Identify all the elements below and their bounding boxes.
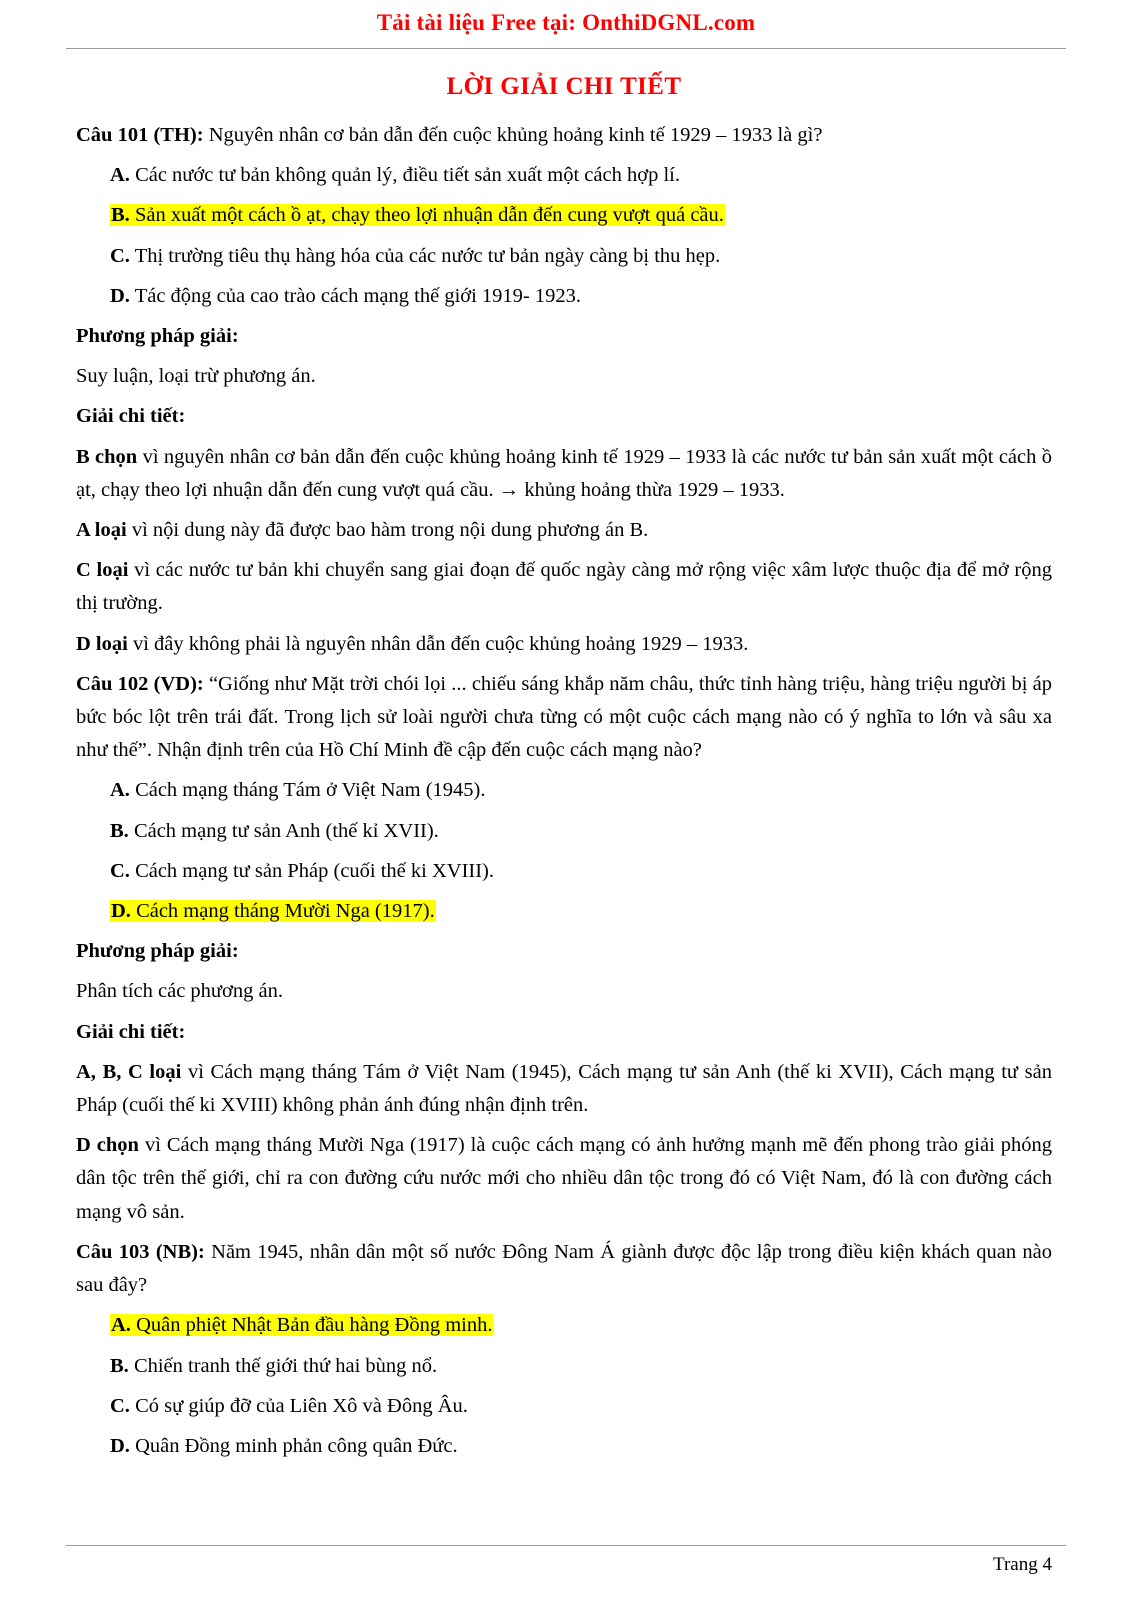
option-a[interactable] [76, 774, 1052, 807]
option-letter: B. [110, 1354, 129, 1377]
option-letter: C. [110, 244, 130, 267]
option-c[interactable] [76, 1390, 1052, 1423]
document-body [0, 73, 1132, 1463]
option-d[interactable] [76, 895, 1052, 928]
question-stem [76, 119, 1052, 152]
option-text: Chiến tranh thế giới thứ hai bùng nổ. [133, 1354, 438, 1377]
solution-text: vì nguyên nhân cơ bản dẫn đến cuộc khủng hoảng kinh tế 1929 – 1933 là các nước tư bản sản xuất một cách ồ ạt, chạy theo lợi nhuận dẫn đến cung vượt quá cầu. → khủng hoảng thừa 1929 – 1933. [76, 445, 1052, 501]
option-letter: B. [110, 819, 129, 842]
promo-banner: Tải tài liệu Free tại: OnthiDGNL.com [376, 10, 756, 35]
option-c[interactable] [76, 855, 1052, 888]
solution-paragraph [76, 1056, 1052, 1122]
option-letter: C. [110, 859, 130, 882]
option-text: Quân Đồng minh phản công quân Đức. [135, 1434, 458, 1457]
option-text: Sản xuất một cách ồ ạt, chạy theo lợi nhuận dẫn đến cung vượt quá cầu. [134, 204, 724, 227]
solution-text: vì nội dung này đã được bao hàm trong nội dung phương án B. [126, 519, 649, 542]
option-a[interactable] [76, 1309, 1052, 1342]
solution-text: vì các nước tư bản khi chuyển sang giai đoạn đế quốc ngày càng mở rộng việc xâm lược thuộc địa để mở rộng thị trường. [76, 559, 1052, 615]
question-text: Năm 1945, nhân dân một số nước Đông Nam Á giành được độc lập trong điều kiện khách quan nào sau đây? [76, 1240, 1053, 1297]
method-heading: Phương pháp giải: [76, 940, 239, 963]
footer-divider [66, 1545, 1066, 1546]
header-divider [66, 48, 1066, 49]
option-a[interactable] [76, 159, 1052, 192]
solution-paragraph [76, 554, 1052, 620]
question-label: Câu 101 (TH): [76, 124, 204, 146]
solution-lead: A, B, C loại [76, 1060, 182, 1083]
question-text: “Giống như Mặt trời chói lọi ... chiếu sáng khắp năm châu, thức tỉnh hàng triệu, hàng triệu người bị áp bức bóc lột trên trái đất. Trong lịch sử loài người chưa từng có một cuộc cách mạng nào có ý nghĩa to lớn và sâu xa như thế”. Nhận định trên của Hồ Chí Minh đề cập đến cuộc cách mạng nào? [76, 672, 1053, 762]
solution-paragraph [76, 1129, 1052, 1229]
solution-paragraph [76, 441, 1052, 507]
option-text: Cách mạng tư sản Pháp (cuối thế ki XVIII). [135, 859, 495, 882]
option-b[interactable] [76, 199, 1052, 232]
option-text: Tác động của cao trào cách mạng thế giới 1919- 1923. [134, 284, 582, 307]
option-letter: A. [111, 1314, 131, 1337]
option-letter: D. [111, 900, 131, 923]
method-body: Suy luận, loại trừ phương án. [76, 365, 316, 388]
solution-heading: Giải chi tiết: [76, 405, 186, 428]
question-label: Câu 102 (VD): [76, 672, 204, 695]
option-c[interactable] [76, 240, 1052, 273]
question-stem [76, 668, 1052, 768]
solution-heading: Giải chi tiết: [76, 1020, 186, 1043]
option-letter: D. [110, 1434, 130, 1457]
question-stem [76, 1236, 1052, 1302]
option-b[interactable] [76, 1350, 1052, 1383]
option-text: Cách mạng tháng Tám ở Việt Nam (1945). [135, 779, 486, 802]
option-d[interactable] [76, 280, 1052, 313]
option-letter: C. [110, 1394, 130, 1417]
solution-lead: A loại [76, 519, 127, 542]
page-title: LỜI GIẢI CHI TIẾT [446, 73, 682, 100]
option-letter: A. [110, 779, 130, 802]
solution-text: vì Cách mạng tháng Tám ở Việt Nam (1945), Cách mạng tư sản Anh (thế ki XVII), Cách mạng tư sản Pháp (cuối thế ki XVIII) không phản ánh đúng nhận định trên. [76, 1060, 1052, 1117]
solution-lead: B chọn [76, 445, 138, 468]
option-text: Thị trường tiêu thụ hàng hóa của các nước tư bản ngày càng bị thu hẹp. [134, 244, 721, 267]
solution-text: vì đây không phải là nguyên nhân dẫn đến cuộc khủng hoảng 1929 – 1933. [127, 632, 749, 655]
option-letter: A. [110, 164, 130, 187]
method-body: Phân tích các phương án. [76, 980, 283, 1003]
solution-lead: D loại [76, 632, 128, 655]
solution-lead: D chọn [76, 1134, 139, 1157]
option-d[interactable] [76, 1430, 1052, 1463]
solution-paragraph [76, 514, 1052, 547]
method-heading: Phương pháp giải: [76, 325, 239, 348]
solution-lead: C loại [76, 559, 129, 582]
option-text: Có sự giúp đỡ của Liên Xô và Đông Âu. [135, 1394, 468, 1417]
option-text: Các nước tư bản không quản lý, điều tiết sản xuất một cách hợp lí. [135, 164, 680, 187]
option-letter: B. [111, 204, 130, 227]
page-footer [0, 1545, 1132, 1576]
option-text: Quân phiệt Nhật Bản đầu hàng Đồng minh. [136, 1314, 493, 1337]
option-letter: D. [110, 284, 130, 307]
question-label: Câu 103 (NB): [76, 1240, 205, 1263]
option-b[interactable] [76, 815, 1052, 848]
question-text: Nguyên nhân cơ bản dẫn đến cuộc khủng hoảng kinh tế 1929 – 1933 là gì? [208, 124, 823, 146]
option-text: Cách mạng tư sản Anh (thế kỉ XVII). [133, 819, 439, 842]
solution-text: vì Cách mạng tháng Mười Nga (1917) là cuộc cách mạng có ảnh hưởng mạnh mẽ đến phong trào giải phóng dân tộc trên thế giới, chỉ ra con đường cứu nước mới cho nhiều dân tộc trong đó có Việt Nam, đó là con đường cách mạng vô sản. [76, 1134, 1052, 1223]
solution-paragraph [76, 628, 1052, 661]
page-number: Trang 4 [993, 1554, 1052, 1575]
option-text: Cách mạng tháng Mười Nga (1917). [136, 900, 435, 923]
